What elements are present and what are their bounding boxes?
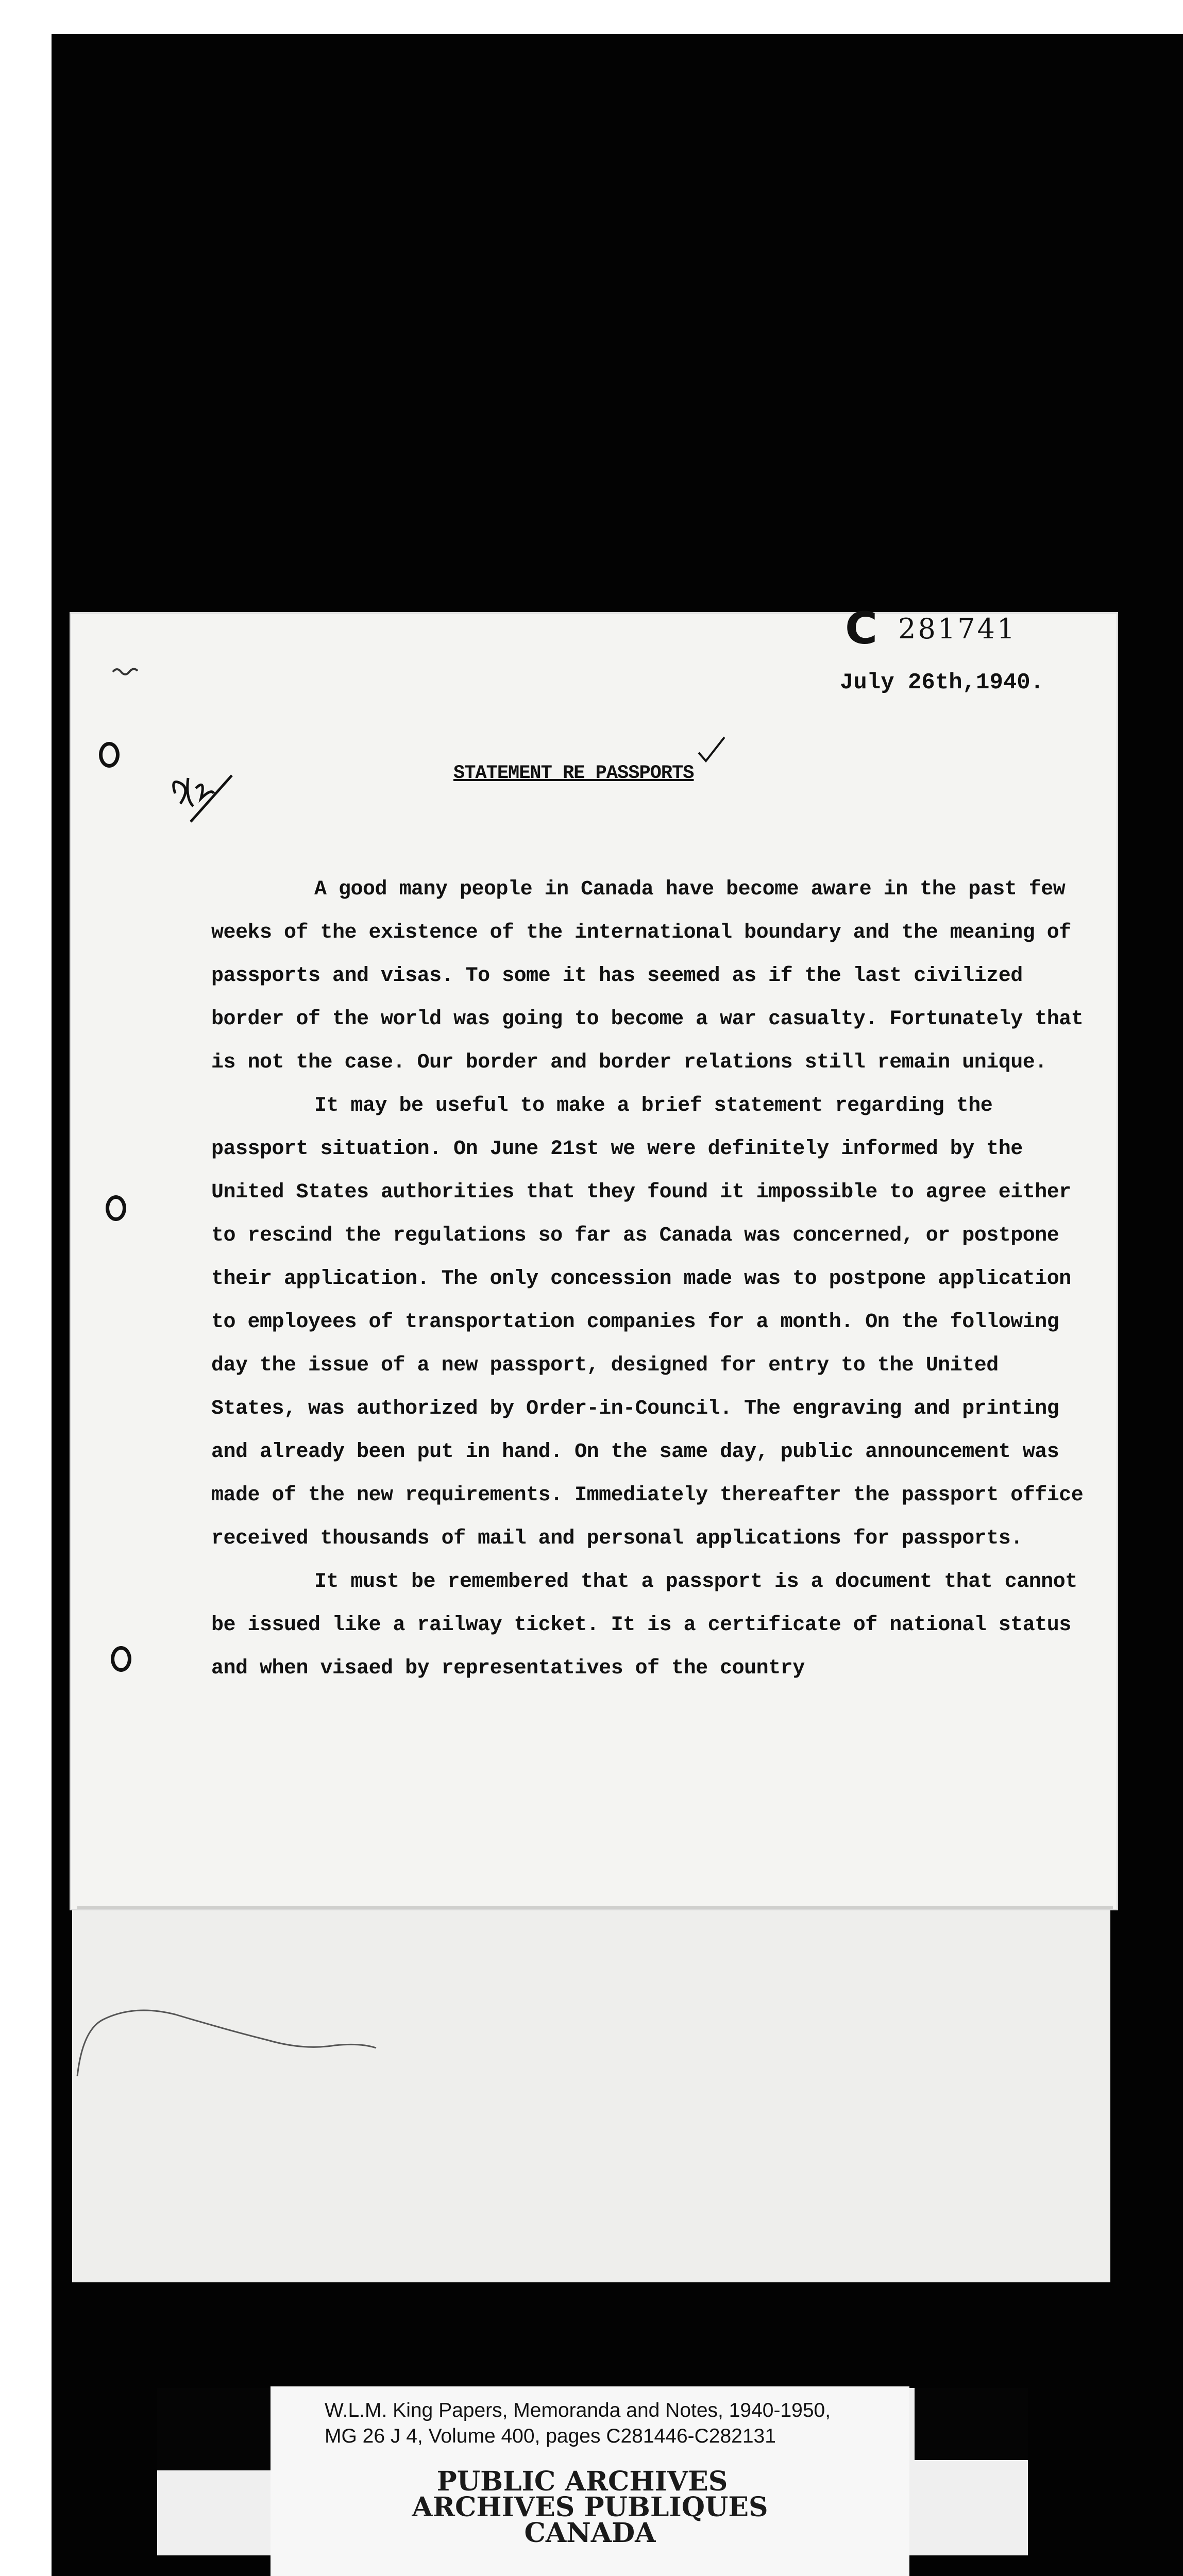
punch-hole-icon	[99, 742, 120, 768]
label-notch	[157, 2388, 271, 2470]
reference-line-1: W.L.M. King Papers, Memoranda and Notes, 1940-1950,	[325, 2399, 831, 2421]
stamp-line-3: CANADA	[524, 2517, 656, 2549]
stamp-line-2: ARCHIVES PUBLIQUES	[412, 2492, 768, 2523]
label-notch	[915, 2388, 1028, 2460]
paragraph-2: It may be useful to make a brief statement regarding the passport situation. On June 21st we were definitely informed by the United States authorities that they found it impossible to agree either to rescind the regulations so far as Canada was concerned, or postpone their application. The only concession made was to postpone application to employees of transportation companies for a month. On the following day the issue of a new passport, designed for entry to the United States, was authorized by Order-in-Council. The engraving and printing and already been put in hand. On the same day, public announcement was made of the new requirements. Immediately thereafter the passport office received thousands of mail and personal applications for passports.	[211, 1094, 1084, 1550]
reference-line-2: MG 26 J 4, Volume 400, pages C281446-C282131	[325, 2425, 776, 2447]
stray-mark-icon	[111, 665, 142, 677]
handwritten-initials-icon	[165, 757, 237, 824]
page-edge	[77, 1906, 1113, 1909]
paragraph-1: A good many people in Canada have become aware in the past few weeks of the existence of the international boundary and the meaning of passports and visas. To some it has seemed as if the last civilized border of the world was going to become a war casualty. Fortunately that is not the case. Our border and border relations still remain unique.	[211, 878, 1084, 1074]
document-title: STATEMENT RE PASSPORTS	[453, 762, 694, 784]
paragraph-3: It must be remembered that a passport is a document that cannot be issued like a railway ticket. It is a certificate of national status and when visaed by representatives of the country	[211, 1570, 1077, 1680]
underlying-page	[72, 1901, 1110, 2282]
punch-hole-icon	[106, 1195, 126, 1221]
document-reference	[845, 603, 1017, 654]
punch-hole-icon	[111, 1646, 131, 1672]
pencil-scribble-icon	[72, 1999, 381, 2087]
archives-stamp	[271, 2466, 909, 2549]
archive-label	[271, 2386, 909, 2576]
stamp-line-1: PUBLIC ARCHIVES	[436, 2466, 728, 2497]
reference-number: 281741	[898, 612, 1017, 645]
checkmark-icon	[696, 734, 726, 765]
reference-prefix: C	[845, 603, 878, 654]
document-body	[211, 868, 1087, 1690]
collection-reference	[325, 2398, 831, 2449]
document-date: July 26th,1940.	[840, 670, 1044, 696]
